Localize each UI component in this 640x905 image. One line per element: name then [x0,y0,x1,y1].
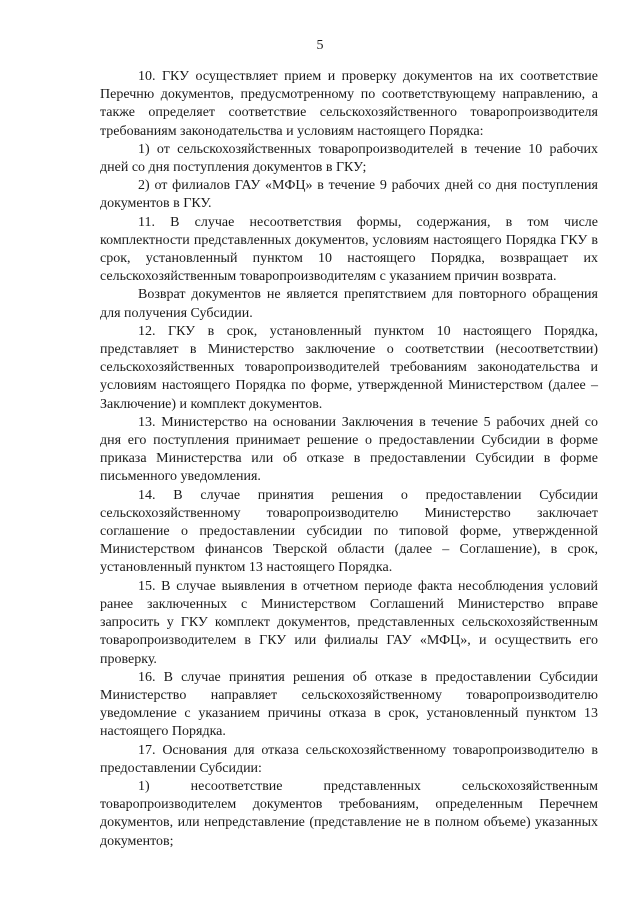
paragraph-10-item-1: 1) от сельскохозяйственных товаропроизводителей в течение 10 рабочих дней со дня поступления документов в ГКУ; [100,141,598,176]
document-body [100,68,598,851]
paragraph-13: 13. Министерство на основании Заключения в течение 5 рабочих дней со дня его поступления принимает решение о предоставлении Субсидии в форме приказа Министерства или об отказе в предоставлении Субсидии в форме письменного уведомления. [100,414,598,485]
paragraph-12: 12. ГКУ в срок, установленный пунктом 10 настоящего Порядка, представляет в Министерство заключение о соответствии (несоответствии) сельскохозяйственных товаропроизводителей требованиям законодательства и условиям настоящего Порядка по форме, утвержденной Министерством (далее – Заключение) и комплект документов. [100,323,598,412]
paragraph-10-item-2: 2) от филиалов ГАУ «МФЦ» в течение 9 рабочих дней со дня поступления документов в ГКУ. [100,178,598,212]
paragraph-14: 14. В случае принятия решения о предоставлении Субсидии сельскохозяйственному товаропроизводителю Министерство заключает соглашение о предоставлении субсидии по типовой форме, утвержденной Министерством финансов Тверской области (далее – Соглашение), в срок, установленный пунктом 13 настоящего Порядка. [100,487,598,576]
page-number: 5 [316,38,324,53]
paragraph-10: 10. ГКУ осуществляет прием и проверку документов на их соответствие Перечню документов, предусмотренному по соответствующему направлению, а также определяет соответствие сельскохозяйственного товаропроизводителя требованиям законодательства и условиям настоящего Порядка: [100,69,598,139]
paragraph-16: 16. В случае принятия решения об отказе в предоставлении Субсидии Министерство направляет сельскохозяйственному товаропроизводителю уведомление с указанием причины отказа в срок, установленный пунктом 13 настоящего Порядка. [100,669,598,740]
paragraph-15: 15. В случае выявления в отчетном периоде факта несоблюдения условий ранее заключенных с Министерством Соглашений Министерство вправе запросить у ГКУ комплект документов, представленных сельскохозяйственным товаропроизводителем в ГКУ или филиалы ГАУ «МФЦ», и осуществить его проверку. [100,578,598,667]
paragraph-11-note: Возврат документов не является препятствием для повторного обращения для получения Субсидии. [100,287,598,321]
paragraph-11: 11. В случае несоответствия формы, содержания, в том числе комплектности представленных документов, условиям настоящего Порядка ГКУ в срок, установленный пунктом 10 настоящего Порядка, возвращает их сельскохозяйственным товаропроизводителям с указанием причин возврата. [100,214,598,285]
paragraph-17: 17. Основания для отказа сельскохозяйственному товаропроизводителю в предоставлении Субсидии: [100,742,598,776]
paragraph-17-item-1: 1) несоответствие представленных сельскохозяйственным товаропроизводителем документов требованиям, определенным Перечнем документов, или непредставление (представление не в полном объеме) указанных документов; [100,778,598,849]
